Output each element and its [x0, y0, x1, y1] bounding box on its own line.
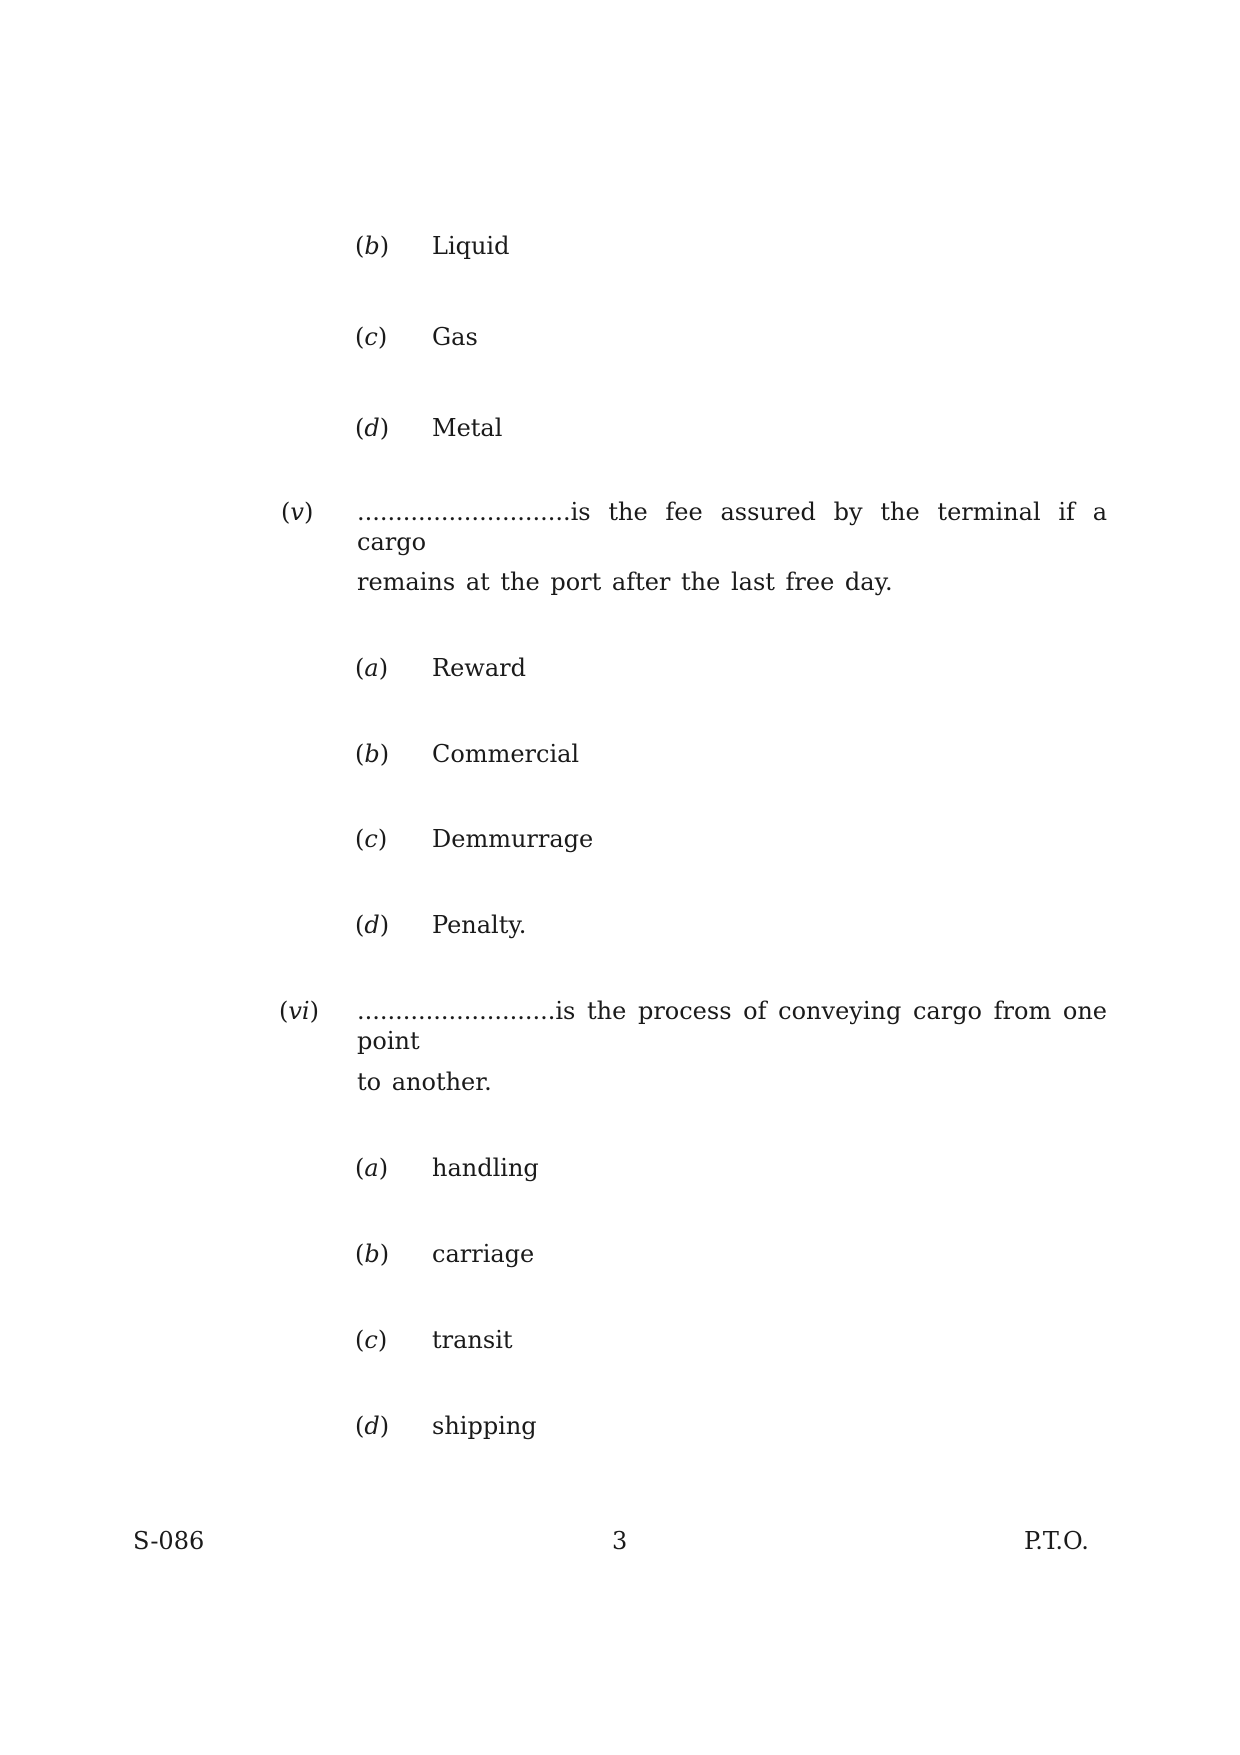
- option-text: Metal: [432, 414, 503, 442]
- option-label: (a): [355, 654, 389, 682]
- option-label: (a): [355, 1154, 389, 1182]
- option-text: Gas: [432, 323, 478, 351]
- option-label: (b): [355, 1240, 390, 1268]
- page-number: 3: [612, 1527, 628, 1555]
- option-text: Liquid: [432, 232, 510, 260]
- pto-text: P.T.O.: [1024, 1527, 1089, 1555]
- question-number: (v): [281, 498, 314, 526]
- option-text: Reward: [432, 654, 526, 682]
- option-text: Demmurrage: [432, 825, 594, 853]
- option-label: (c): [355, 1326, 388, 1354]
- question-text-line-1: ............................is the fee assured by the terminal if a cargo: [357, 498, 1107, 556]
- option-text: Penalty.: [432, 911, 527, 939]
- option-text: transit: [432, 1326, 513, 1354]
- question-number: (vi): [279, 997, 319, 1025]
- option-label: (d): [355, 414, 390, 442]
- option-label: (b): [355, 740, 390, 768]
- question-text-line-2: remains at the port after the last free day.: [357, 568, 893, 596]
- option-label: (c): [355, 323, 388, 351]
- question-text-line-1: ..........................is the process of conveying cargo from one point: [357, 997, 1107, 1055]
- option-label: (b): [355, 232, 390, 260]
- question-text-line-2: to another.: [357, 1068, 492, 1096]
- option-text: Commercial: [432, 740, 580, 768]
- option-label: (c): [355, 825, 388, 853]
- option-text: shipping: [432, 1412, 537, 1440]
- option-label: (d): [355, 911, 390, 939]
- option-text: carriage: [432, 1240, 535, 1268]
- option-label: (d): [355, 1412, 390, 1440]
- paper-code: S-086: [133, 1527, 205, 1555]
- option-text: handling: [432, 1154, 539, 1182]
